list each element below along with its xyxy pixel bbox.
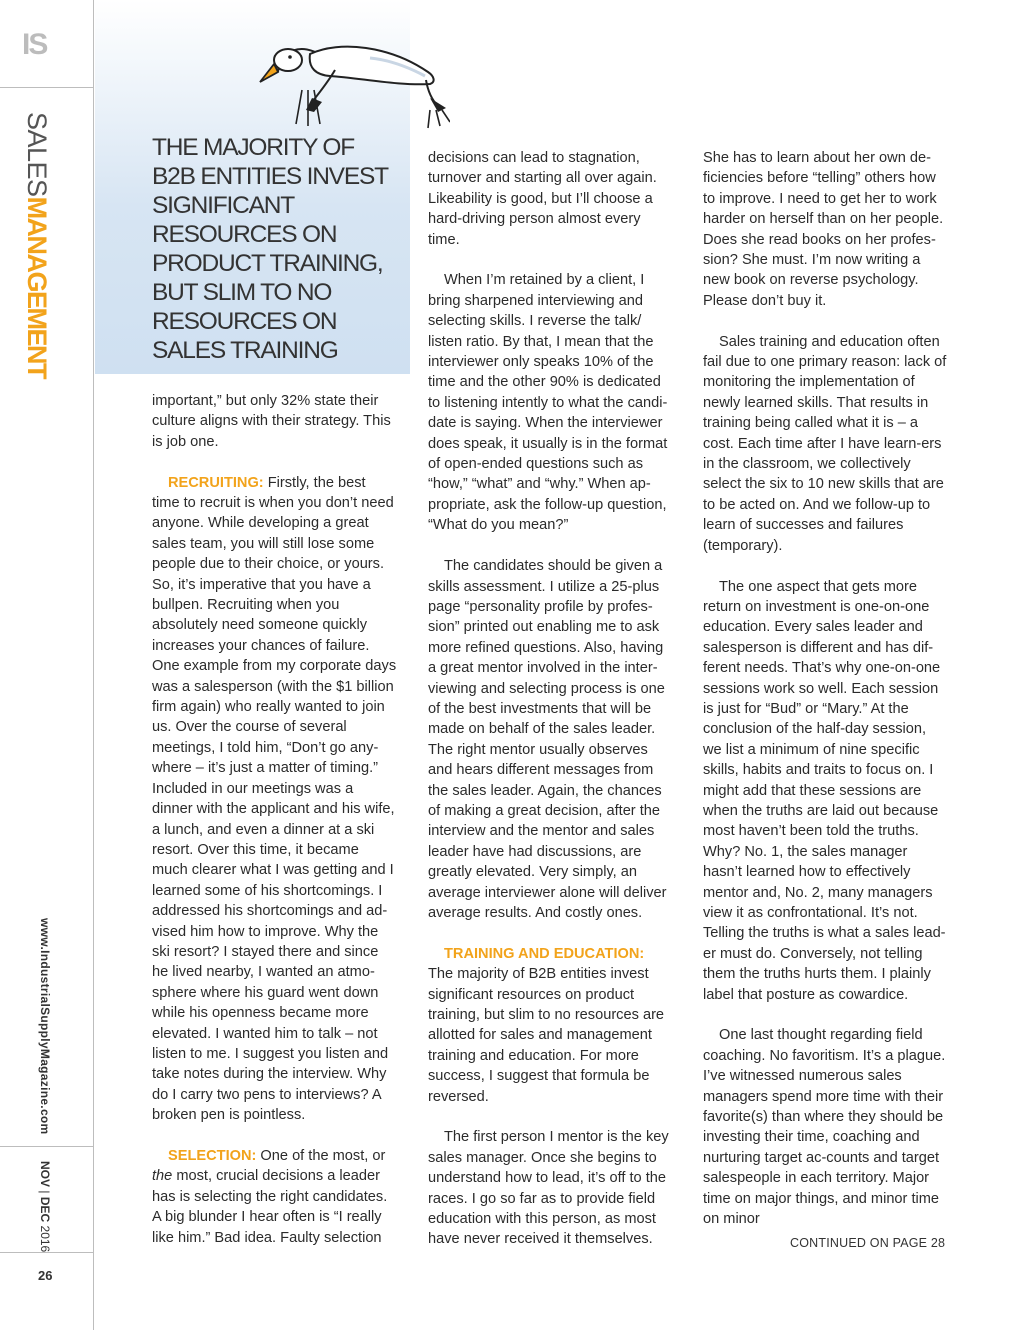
article-column-3 bbox=[703, 148, 948, 1229]
website-url: www.IndustrialSupplyMagazine.com bbox=[38, 918, 52, 1135]
paragraph: Sales training and education often fail due to one primary reason: lack of monitoring the implementation of newly learned skills. That results in training being called what it is – a cost. Each time after I have learn-ers in the classroom, we collectively select the six to 10 new skills that are to be acted on. And we follow-up to learn of successes and failures (temporary). bbox=[703, 333, 947, 554]
article-column-2 bbox=[428, 148, 673, 1250]
emphasis: the bbox=[152, 1168, 173, 1185]
paragraph: decisions can lead to stagnation, turnover and starting all over again. Likeability is good, but I’ll choose a hard-driving person almost every time. bbox=[428, 150, 657, 248]
goose-icon bbox=[250, 20, 450, 130]
subhead-training: TRAINING AND EDUCATION: bbox=[444, 945, 645, 962]
section-tag bbox=[23, 112, 50, 378]
article-column-1 bbox=[152, 391, 397, 1248]
paragraph: She has to learn about her own de-ficiencies before “telling” others how to improve. I need to get her to work harder on herself than on her people. Does she read books on her profes-sion? She must. I’m now writing a new book on reverse psychology. Please don’t buy it. bbox=[703, 150, 944, 309]
paragraph-recruiting bbox=[152, 473, 397, 1126]
paragraph-text: One of the most, or bbox=[256, 1148, 386, 1164]
paragraph: The first person I mentor is the key sales manager. Once she begins to understand how to lead, it’s off to the races. I go so far as to provide field education with this person, as most have never received it themselves. bbox=[428, 1129, 669, 1248]
pull-quote: THE MAJORITY OF B2B ENTITIES INVEST SIGNIFICANT RESOURCES ON PRODUCT TRAINING, BUT SLIM TO NO RESOURCES ON SALES TRAINING bbox=[152, 134, 388, 364]
paragraph: One last thought regarding field coaching. No favoritism. It’s a plague. I’ve witnessed numerous sales managers spend more time with their favorite(s) than where they should be investing their time, coaching and nurturing target ac-counts and target salespeople in each territory. Major time on major things, and minor time on minor bbox=[703, 1027, 946, 1228]
paragraph-text: most, crucial decisions a leader has is selecting the right candidates. A big blunder I hear often is “I really like him.” Bad idea. Faulty selection bbox=[152, 1168, 388, 1246]
issue-separator: | bbox=[38, 1190, 52, 1194]
rail-divider bbox=[0, 87, 93, 88]
paragraph: The candidates should be given a skills assessment. I utilize a 25-plus page “personality profile by profes-sion” printed out enabling me to ask more refined questions. Also, having a great mentor involved in the inter-viewing and selecting process is one of the best investments that will be made on behalf of the sales leader. The right mentor usually observes and hears different messages from the sales leader. Again, the chances of making a great decision, after the interview and the mentor and sales leader have had discussions, are greatly elevated. Very simply, an average interviewer alone will deliver average results. And costly ones. bbox=[428, 558, 667, 921]
paragraph-selection bbox=[152, 1146, 397, 1248]
page-number: 26 bbox=[38, 1268, 53, 1283]
issue-year: 2016 bbox=[38, 1225, 52, 1253]
section-tag-light: SALES bbox=[22, 112, 52, 197]
section-tag-bold: MANAGEMENT bbox=[22, 196, 52, 379]
paragraph: When I’m retained by a client, I bring sharpened interviewing and selecting skills. I reverse the talk/ listen ratio. By that, I mean that the interviewer only speaks 10% of the time and the other 90% is dedicated to listening intently to what the candi-date is saying. When the interviewer does speak, it usually is in the format of open-ended questions such as “how,” “what” and “why.” When ap-propriate, ask the follow-up question, “What do you mean?” bbox=[428, 272, 668, 534]
subhead-selection: SELECTION: bbox=[168, 1148, 257, 1164]
issue-month-2: DEC bbox=[38, 1196, 52, 1223]
subhead-recruiting: RECRUITING: bbox=[168, 474, 264, 491]
paragraph-text: Firstly, the best time to recruit is when you don’t need anyone. While developing a great sales team, you will still lose some people due to their choice, or yours. So, it’s imperative that you have a bullpen. Recruiting when you absolutely need someone quickly increases your chances of failure. One example from my corporate days was a salesperson (with the $1 billion firm again) who really wanted to join us. Over the course of several meetings, I told him, “Don’t go any-where – it’s just a matter of timing.” Included in our meetings was a dinner with the applicant and his wife, a lunch, and even a dinner at a ski resort. Over this time, it became much clearer what I was getting and I learned some of his shortcomings. I addressed his shortcomings and ad-vised him how to improve. Why the ski resort? I stayed there and since he lived nearby, I wanted an atmo-sphere where his guard went down while his openness became more elevated. I wanted him to talk – not listen to me. I suggest you listen and take notes during the interview. Why do I carry two pens to interviews? A broken pen is pointless. bbox=[152, 474, 397, 1124]
paragraph: The one aspect that gets more return on investment is one-on-one education. Every sales leader and salesperson is different and has dif-ferent needs. That’s why one-on-one sessions work so well. Each session is just for “Bud” or “Mary.” At the conclusion of the half-day session, we list a minimum of nine specific skills, habits and traits to focus on. I might add that these sessions are when the truths are laid out because most haven’t been told the truths. Why? No. 1, the sales manager hasn’t learned how to effectively mentor and, No. 2, many managers view it as confrontational. It’s not. Telling the truths is what a sales lead-er must do. Conversely, not telling them the truths hurts them. I plainly label that posture as cowardice. bbox=[703, 578, 946, 1003]
paragraph: important,” but only 32% state their culture aligns with their strategy. This is job one. bbox=[152, 393, 391, 450]
issue-date bbox=[38, 1161, 52, 1252]
continued-on-page: CONTINUED ON PAGE 28 bbox=[790, 1236, 946, 1250]
rail-divider bbox=[0, 1146, 93, 1147]
paragraph-text: The majority of B2B entities invest significant resources on product training, but slim to no resources are allotted for sales and management training and education. For more success, I suggest that formula be reversed. bbox=[428, 966, 665, 1105]
paragraph-training bbox=[428, 944, 673, 1107]
magazine-logo: IS bbox=[22, 28, 47, 61]
issue-month-1: NOV bbox=[38, 1161, 52, 1188]
